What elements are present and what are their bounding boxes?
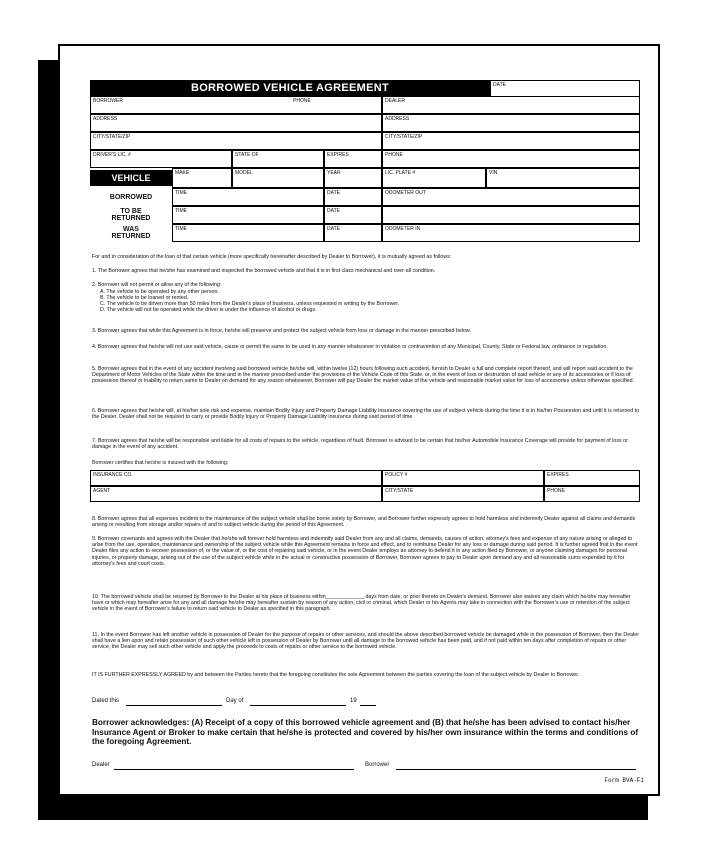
page-shadow-bottom xyxy=(38,796,648,820)
insurance-co-label: INSURANCE CO. xyxy=(93,472,133,478)
insurance-company-field[interactable] xyxy=(90,470,382,486)
clause-1: 1. The Borrower agrees that he/she has examined and inspected the borrowed vehicle and that it is in first class mechanical and over-all condition. xyxy=(92,268,436,274)
clause-10: 10. The borrowed vehicle shall be returned by Borrower to the Dealer at his place of business within_____________ days from date, or prior thereto on Dealer's demand. Borrower also waives any claim which he/she may hereafter have or which may hereafter arise for any and all damage he/she may hereafter sustain by reason of any action, civil or criminal, which Dealer or his Agents may take in connection with the Borrower's use or retention of the subject vehicle in the event of Borrower's failure to return said vehicle to Dealer as specified in this paragraph. xyxy=(92,594,631,613)
year-field[interactable] xyxy=(324,168,382,188)
to-be-returned-date-field[interactable] xyxy=(324,206,382,224)
agent-phone-field[interactable] xyxy=(544,486,640,502)
clause-8: 8. Borrower agrees that all expenses incident to the maintenance of the subject vehicle shall be borne solely by Borrower, and Borrower further expressly agrees to hold harmless and indemnify Dealer against all claims and demands arising or resulting from storage and/or repairs of and to subject vehicle during the period of this Agreement. xyxy=(92,516,636,529)
further-agreement: IT IS FURTHER EXPRESSLY AGREED by and between the Parties hereto that the foregoing constitutes the sole Agreement between the parties covering the loan of the subject vehicle by Dealer to Borrower. xyxy=(92,672,580,678)
clause-5: 5. Borrower agrees that in the event of any accident involving said borrowed vehicle he/she will, within twelve (12) hours following such accident, furnish to Dealer a full and complete report thereof, and will report said accident to the Department of Motor Vehicles of the State within the time and in the manner prescribed under the provisions of the Vehicle Code of this State, or, in the event of loss or destruction of said vehicle or any of its accessories or if loss of possession thereof or inability to return same to Dealer on demand for any reason whatsoever, Borrower will pay Dealer the market value of the vehicle and reasonable market value for loss of accessories unless otherwise specified. xyxy=(92,366,635,385)
to-be-returned-time-label: TIME xyxy=(175,208,187,214)
borrower-phone-label: PHONE xyxy=(293,98,311,104)
was-returned-row-label: WAS RETURNED xyxy=(111,226,151,240)
drivers-license-field[interactable] xyxy=(90,150,232,168)
vehicle-label: VEHICLE xyxy=(90,170,172,186)
license-expires-field[interactable] xyxy=(324,150,382,168)
clause-3: 3. Borrower agrees that while this Agreement is in force, he/she will preserve and protect the subject vehicle from loss or damage in the manner prescribed below. xyxy=(92,328,471,334)
dealer-address-label: ADDRESS xyxy=(385,116,410,122)
borrowed-date-label: DATE xyxy=(327,190,340,196)
was-returned-date-field[interactable] xyxy=(324,224,382,242)
clause-7: 7. Borrower agrees that he/she will be responsible and liable for all costs of repairs to the vehicle, regardless of fault. Borrower is advised to be certain that his/her Automobile Insurance Coverage will provide for payment of loss or damage in the event of any accident. xyxy=(92,438,628,451)
make-label: MAKE xyxy=(175,170,190,176)
date-field[interactable] xyxy=(490,80,640,96)
year-prefix: 19 xyxy=(350,698,357,704)
borrower-address-field[interactable] xyxy=(90,114,382,132)
odometer-in-label: ODOMETER IN xyxy=(385,226,421,232)
dealer-signature-label: Dealer xyxy=(92,762,110,768)
dealer-address-field[interactable] xyxy=(382,114,640,132)
clause-2-item-a: A. The vehicle to be operated by any other person. xyxy=(100,289,219,295)
insured-statement: Borrower certifies that he/she is insured with the following: xyxy=(92,460,229,466)
vin-label: VIN xyxy=(489,170,498,176)
policy-label: POLICY # xyxy=(385,472,408,478)
make-field[interactable] xyxy=(172,168,232,188)
address-label: ADDRESS xyxy=(93,116,118,122)
borrower-field[interactable] xyxy=(90,96,382,114)
dealer-field[interactable] xyxy=(382,96,640,114)
was-returned-time-field[interactable] xyxy=(172,224,324,242)
form-title: BORROWED VEHICLE AGREEMENT xyxy=(90,80,490,96)
dated-month-line[interactable] xyxy=(250,705,346,706)
was-returned-time-label: TIME xyxy=(175,226,187,232)
dealer-phone-label: PHONE xyxy=(385,152,403,158)
agent-phone-label: PHONE xyxy=(547,488,565,494)
form-number: Form BVA-F1 xyxy=(604,777,644,784)
dated-year-line[interactable] xyxy=(360,705,376,706)
dealer-label: DEALER xyxy=(385,98,406,104)
odometer-out-field[interactable] xyxy=(382,188,640,206)
dealer-city-state-zip-label: CITY/STATE/ZIP xyxy=(385,134,423,140)
odometer-in-field[interactable] xyxy=(382,224,640,242)
model-label: MODEL xyxy=(235,170,253,176)
dated-day-line[interactable] xyxy=(126,705,222,706)
day-of-label: Day of xyxy=(226,698,244,704)
clause-2-item-b: B. The vehicle to be loaned or rented. xyxy=(100,295,189,301)
state-of-label: STATE OF xyxy=(235,152,259,158)
borrower-city-field[interactable] xyxy=(90,132,382,150)
clause-6: 6. Borrower agrees that he/she will, at his/her sole risk and expense, maintain Bodily Injury and Property Damage Liability insurance covering the use of subject vehicle during the time it is in his/her Possession and until it is returned to the Dealer. Dealer shall not be required to carry or provide Bodily Injury or Property Damage Liability insurance during said period of time xyxy=(92,408,640,421)
borrowed-time-field[interactable] xyxy=(172,188,324,206)
expires-label: EXPIRES xyxy=(327,152,349,158)
clause-9: 9. Borrower covenants and agrees with the Dealer that he/she will forever hold harmless and indemnify said Dealer from any and all claims, demands, causes of action, attorney's fees and expense of any nature arising or alleged to arise from the use, operation, maintenance and ownership of the subject vehicle while this Agreement remains in force and effect, and to reimburse Dealer for any loss or damage during said period. It is further agreed that in the event Dealer files any action to recover possession of, or the value of, or the cost of repairing said vehicle, or in the event Dealer employs an attorney to defend it in any action filed by Borrower, or anyone claiming damages for personal injuries, or property damage, arising out of the use of the subject vehicle while in the actual or constructive possession of Borrower, Borrower agrees to pay to Dealer upon demand any and all reasonable sums expended by it for attorney's fees and court costs. xyxy=(92,536,638,567)
vin-field[interactable] xyxy=(486,168,640,188)
dated-this-label: Dated this xyxy=(92,698,120,704)
to-be-returned-row-label: TO BE RETURNED xyxy=(111,208,151,222)
policy-field[interactable] xyxy=(382,470,544,486)
borrowed-date-field[interactable] xyxy=(324,188,382,206)
to-be-returned-date-label: DATE xyxy=(327,208,340,214)
year-label: YEAR xyxy=(327,170,341,176)
clause-4: 4. Borrower agrees that he/she will not use said vehicle, cause or permit the same to be used in any manner whatsoever in violation or contravention of any Municipal, County, State or Federal law, ordinance or regulation. xyxy=(92,344,608,350)
agent-city-state-field[interactable] xyxy=(382,486,544,502)
dealer-signature-line[interactable] xyxy=(114,769,354,770)
borrower-signature-line[interactable] xyxy=(396,769,636,770)
agreement-form xyxy=(58,44,660,796)
intro-text: For and in consideration of the loan of that certain vehicle (more specifically hereinafter described by Dealer to Borrower), it is mutually agreed as follows: xyxy=(92,254,452,260)
agent-city-state-label: CITY/STATE xyxy=(385,488,414,494)
clause-11: 11. In the event Borrower has left another vehicle in possession of Dealer for the purpose of repairs or other services, and should the above described borrowed vehicle be damaged while in the possession of Borrower, then the Dealer shall have a lien upon and retain possession of such other vehicle left in possession of Dealer by Borrower until all damage to the borrowed vehicle has been paid, and if not paid within ten days after completion of repairs or other service, the Dealer may sell such other vehicle and apply the proceeds to costs of repairs or other service to the borrowed vehicle. xyxy=(92,632,639,651)
drivers-lic-label: DRIVER'S LIC. # xyxy=(93,152,131,158)
to-be-returned-blank xyxy=(382,206,640,224)
clause-2: 2. Borrower will not permit or allow any of the following: xyxy=(92,282,222,288)
lic-plate-label: LIC. PLATE # xyxy=(385,170,416,176)
lic-plate-field[interactable] xyxy=(382,168,486,188)
date-label: DATE xyxy=(493,82,506,88)
to-be-returned-time-field[interactable] xyxy=(172,206,324,224)
city-state-zip-label: CITY/STATE/ZIP xyxy=(93,134,131,140)
was-returned-date-label: DATE xyxy=(327,226,340,232)
borrowed-row-label: BORROWED xyxy=(109,194,153,201)
dealer-phone-field[interactable] xyxy=(382,150,640,168)
insurance-expires-label: EXPIRES xyxy=(547,472,569,478)
agent-field[interactable] xyxy=(90,486,382,502)
clause-2-item-d: D. The vehicle will not be operated while the driver is under the influence of alcohol or drugs. xyxy=(100,307,317,313)
agent-label: AGENT xyxy=(93,488,111,494)
borrower-signature-label: Borrower xyxy=(365,762,390,768)
dealer-city-field[interactable] xyxy=(382,132,640,150)
odometer-out-label: ODOMETER OUT xyxy=(385,190,426,196)
borrower-label: BORROWER xyxy=(93,98,123,104)
page-shadow-left xyxy=(38,60,60,820)
clause-2-item-c: C. The vehicle to be driven more than 50 miles from the Dealer's place of business, unless requested in writing by the Borrower. xyxy=(100,301,400,307)
state-of-field[interactable] xyxy=(232,150,324,168)
model-field[interactable] xyxy=(232,168,324,188)
borrowed-time-label: TIME xyxy=(175,190,187,196)
insurance-expires-field[interactable] xyxy=(544,470,640,486)
borrower-acknowledgement: Borrower acknowledges: (A) Receipt of a copy of this borrowed vehicle agreement and (B) that he/she has been advised to contact his/her Insurance Agent or Broker to make certain that he/she is protected and covered by his/her own insurance within the terms and conditions of the foregoing Agreement. xyxy=(92,718,639,746)
